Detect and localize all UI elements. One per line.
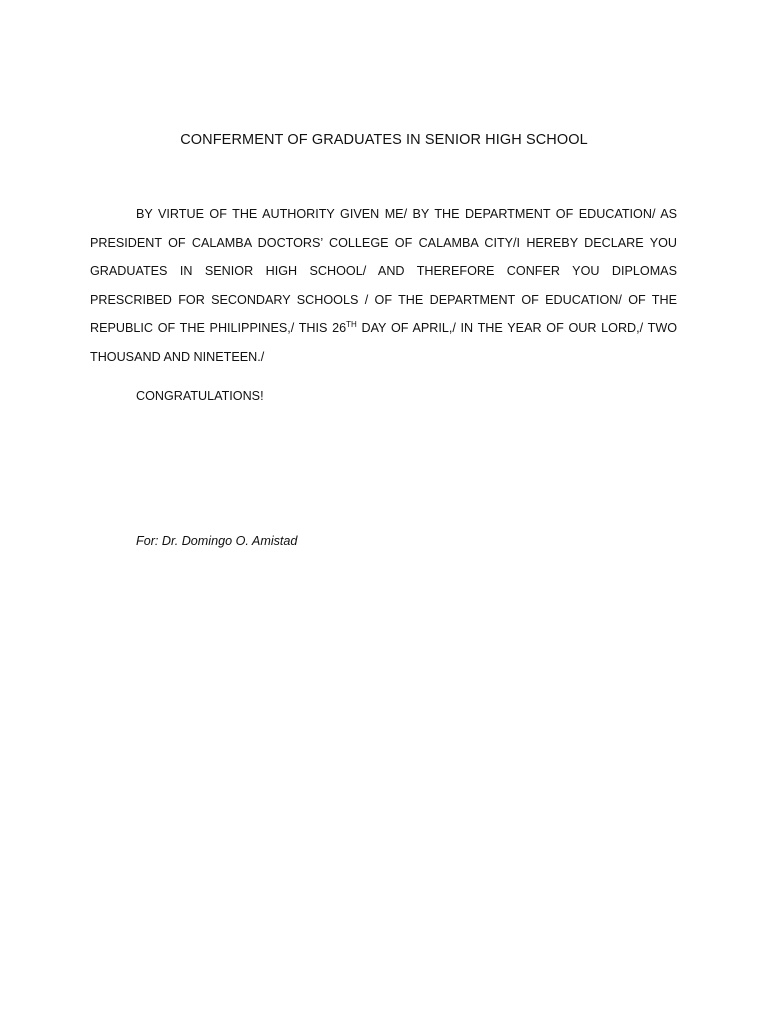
declaration-text-part-1: BY VIRTUE OF THE AUTHORITY GIVEN ME/ BY THE DEPARTMENT OF EDUCATION/ AS PRESIDENT OF CALAMBA DOCTORS’ COLLEGE OF CALAMBA CITY/I HEREBY DECLARE YOU GRADUATES IN SENIOR HIGH SCHOOL/ AND THEREFORE CONFER YOU DIPLOMAS PRESCRIBED FOR SECONDARY SCHOOLS / OF THE DEPARTMENT OF EDUCATION/ OF THE REPUBLIC OF THE PHILIPPINES,/ THIS 26	[90, 207, 677, 336]
date-ordinal-suffix: TH	[346, 320, 357, 330]
document-title: CONFERMENT OF GRADUATES IN SENIOR HIGH SCHOOL	[180, 132, 588, 148]
closing-text: CONGRATULATIONS!	[136, 389, 264, 403]
declaration-paragraph	[90, 200, 677, 372]
signature-line: For: Dr. Domingo O. Amistad	[136, 534, 298, 548]
declaration-text-part-2: DAY OF APRIL,/ IN THE YEAR OF OUR LORD,/ TWO THOUSAND AND NINETEEN./	[90, 321, 677, 364]
